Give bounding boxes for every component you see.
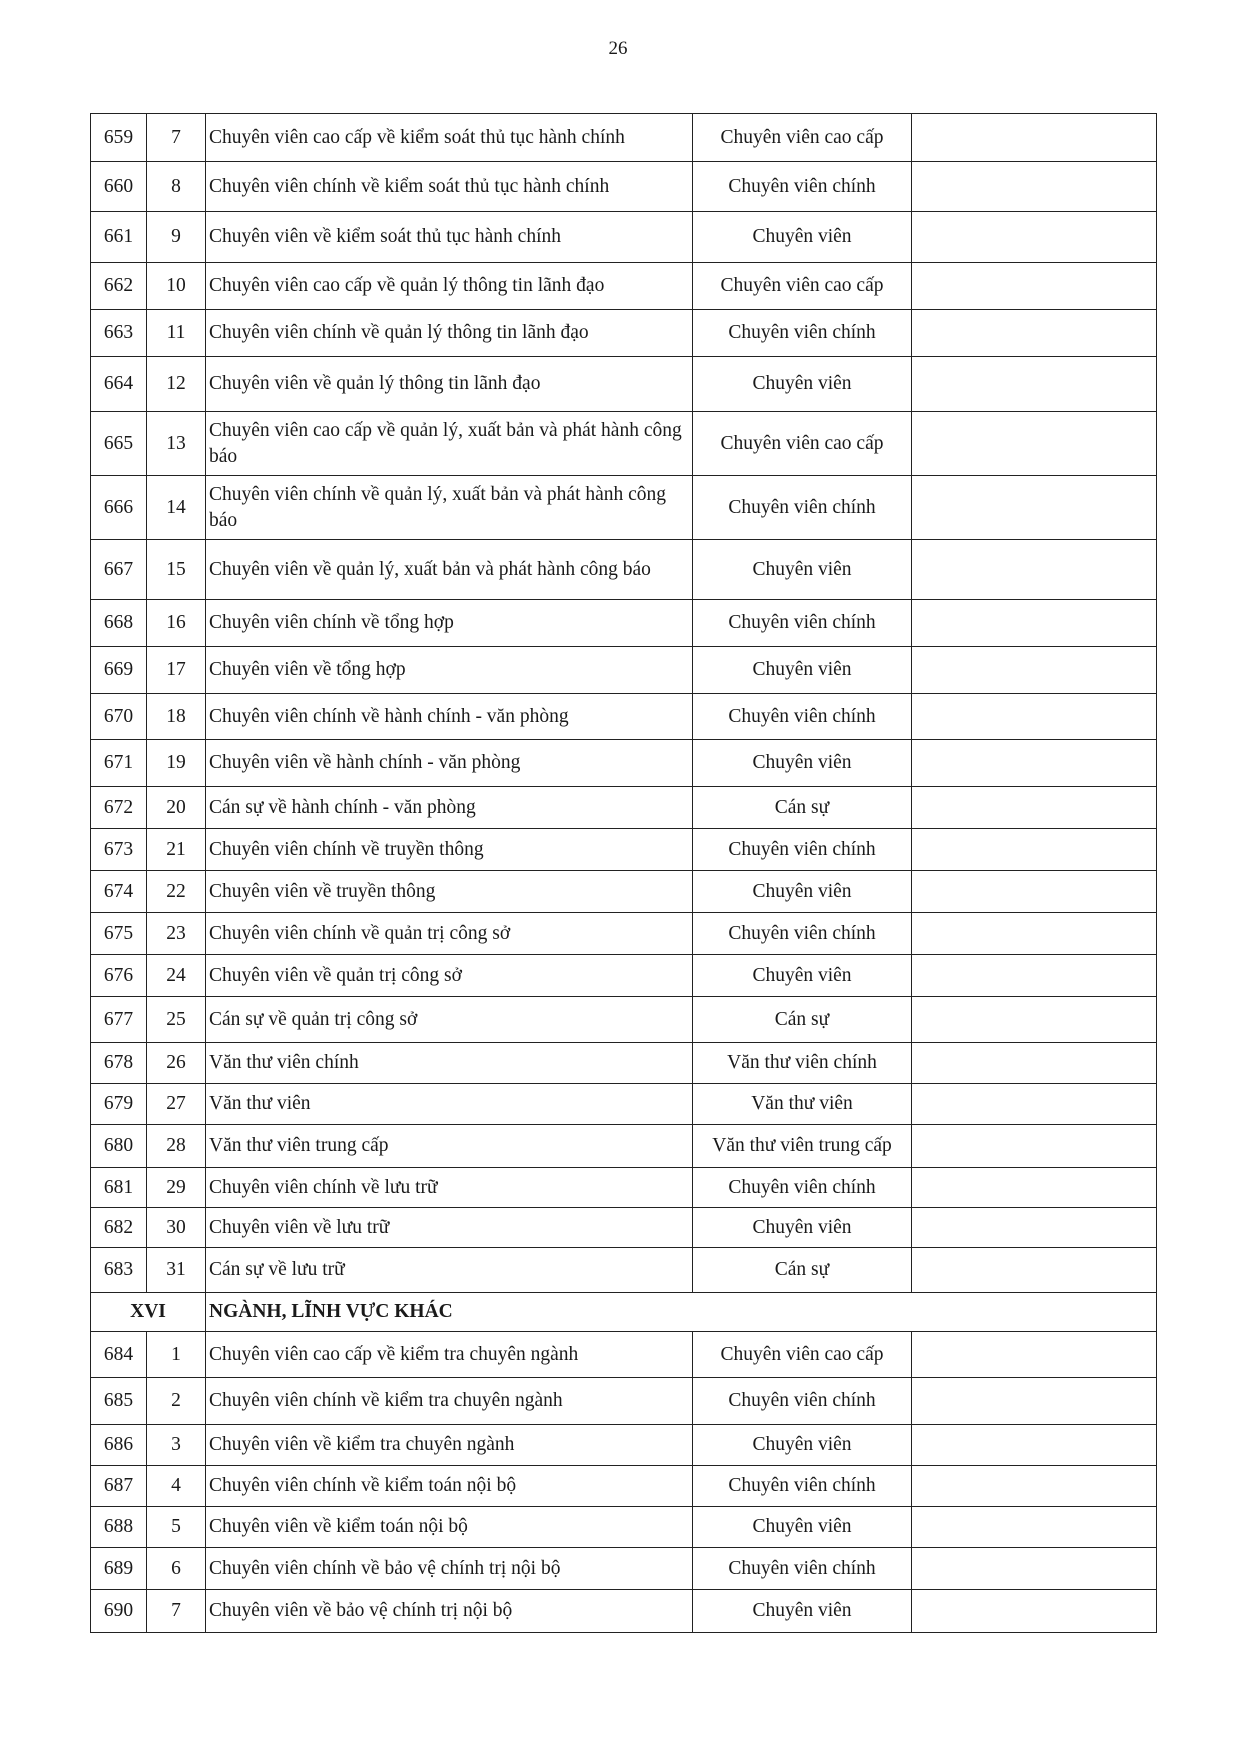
table-row (91, 1208, 1157, 1248)
row-section-number: 22 (147, 871, 206, 913)
row-overall-number: 675 (91, 913, 147, 955)
row-overall-number: 676 (91, 955, 147, 997)
position-name: Chuyên viên chính về tổng hợp (206, 600, 693, 647)
position-note (912, 997, 1157, 1043)
table-row (91, 913, 1157, 955)
row-section-number: 19 (147, 740, 206, 787)
position-name: Chuyên viên chính về kiểm toán nội bộ (206, 1466, 693, 1507)
position-name: Chuyên viên về tổng hợp (206, 647, 693, 694)
position-note (912, 162, 1157, 212)
position-note (912, 1125, 1157, 1168)
row-section-number: 2 (147, 1378, 206, 1425)
position-note (912, 829, 1157, 871)
row-overall-number: 684 (91, 1332, 147, 1378)
table-row (91, 212, 1157, 263)
position-name: Chuyên viên chính về quản lý, xuất bản và phát hành công báo (206, 476, 693, 540)
position-rank: Cán sự (693, 787, 912, 829)
position-note (912, 1425, 1157, 1466)
row-overall-number: 679 (91, 1084, 147, 1125)
row-overall-number: 682 (91, 1208, 147, 1248)
row-overall-number: 669 (91, 647, 147, 694)
row-section-number: 4 (147, 1466, 206, 1507)
position-rank: Chuyên viên chính (693, 162, 912, 212)
position-name: Chuyên viên chính về kiểm tra chuyên ngành (206, 1378, 693, 1425)
row-overall-number: 663 (91, 310, 147, 357)
table-row (91, 1168, 1157, 1208)
row-section-number: 18 (147, 694, 206, 740)
position-note (912, 1332, 1157, 1378)
position-rank: Chuyên viên chính (693, 1378, 912, 1425)
row-overall-number: 665 (91, 412, 147, 476)
position-rank: Chuyên viên (693, 357, 912, 412)
row-overall-number: 673 (91, 829, 147, 871)
row-overall-number: 680 (91, 1125, 147, 1168)
table-row (91, 357, 1157, 412)
row-section-number: 15 (147, 540, 206, 600)
position-note (912, 476, 1157, 540)
position-rank: Văn thư viên (693, 1084, 912, 1125)
position-note (912, 1248, 1157, 1293)
table-row (91, 476, 1157, 540)
position-rank: Chuyên viên (693, 540, 912, 600)
position-note (912, 540, 1157, 600)
position-rank: Chuyên viên chính (693, 1548, 912, 1590)
section-header-row (91, 1293, 1157, 1332)
table-row (91, 600, 1157, 647)
position-note (912, 1378, 1157, 1425)
table-row (91, 412, 1157, 476)
section-title: NGÀNH, LĨNH VỰC KHÁC (206, 1293, 1157, 1332)
position-rank: Chuyên viên (693, 740, 912, 787)
row-section-number: 1 (147, 1332, 206, 1378)
position-note (912, 412, 1157, 476)
position-note (912, 871, 1157, 913)
position-rank: Chuyên viên (693, 1208, 912, 1248)
position-rank: Chuyên viên chính (693, 694, 912, 740)
position-rank: Chuyên viên cao cấp (693, 263, 912, 310)
table-row (91, 1425, 1157, 1466)
row-overall-number: 686 (91, 1425, 147, 1466)
position-name: Chuyên viên chính về quản trị công sở (206, 913, 693, 955)
page-number: 26 (608, 38, 628, 59)
position-rank: Chuyên viên (693, 1425, 912, 1466)
table-row (91, 540, 1157, 600)
table-row (91, 1466, 1157, 1507)
row-section-number: 13 (147, 412, 206, 476)
row-section-number: 7 (147, 114, 206, 162)
table-row (91, 1378, 1157, 1425)
position-note (912, 740, 1157, 787)
position-note (912, 1084, 1157, 1125)
position-rank: Chuyên viên (693, 1507, 912, 1548)
row-section-number: 27 (147, 1084, 206, 1125)
row-section-number: 14 (147, 476, 206, 540)
table-row (91, 1043, 1157, 1084)
position-name: Chuyên viên cao cấp về kiểm soát thủ tục hành chính (206, 114, 693, 162)
position-name: Chuyên viên về quản lý, xuất bản và phát hành công báo (206, 540, 693, 600)
position-name: Chuyên viên chính về hành chính - văn phòng (206, 694, 693, 740)
row-overall-number: 672 (91, 787, 147, 829)
position-note (912, 787, 1157, 829)
row-overall-number: 685 (91, 1378, 147, 1425)
position-name: Cán sự về lưu trữ (206, 1248, 693, 1293)
row-section-number: 12 (147, 357, 206, 412)
position-rank: Cán sự (693, 997, 912, 1043)
row-overall-number: 687 (91, 1466, 147, 1507)
row-overall-number: 689 (91, 1548, 147, 1590)
position-rank: Chuyên viên (693, 647, 912, 694)
position-rank: Chuyên viên chính (693, 600, 912, 647)
table-row (91, 162, 1157, 212)
position-rank: Văn thư viên chính (693, 1043, 912, 1084)
row-overall-number: 660 (91, 162, 147, 212)
position-rank: Chuyên viên (693, 955, 912, 997)
position-rank: Chuyên viên chính (693, 1466, 912, 1507)
position-note (912, 694, 1157, 740)
position-name: Chuyên viên về truyền thông (206, 871, 693, 913)
position-name: Văn thư viên trung cấp (206, 1125, 693, 1168)
position-name: Chuyên viên chính về lưu trữ (206, 1168, 693, 1208)
position-rank: Chuyên viên (693, 212, 912, 263)
table-row (91, 1084, 1157, 1125)
row-overall-number: 677 (91, 997, 147, 1043)
table-row (91, 114, 1157, 162)
position-note (912, 114, 1157, 162)
row-section-number: 23 (147, 913, 206, 955)
row-overall-number: 662 (91, 263, 147, 310)
table-row (91, 647, 1157, 694)
position-name: Chuyên viên chính về bảo vệ chính trị nội bộ (206, 1548, 693, 1590)
position-name: Chuyên viên về kiểm toán nội bộ (206, 1507, 693, 1548)
row-overall-number: 668 (91, 600, 147, 647)
table-row (91, 263, 1157, 310)
table-row (91, 829, 1157, 871)
position-note (912, 1507, 1157, 1548)
row-overall-number: 674 (91, 871, 147, 913)
position-name: Chuyên viên về lưu trữ (206, 1208, 693, 1248)
position-rank: Cán sự (693, 1248, 912, 1293)
position-name: Cán sự về hành chính - văn phòng (206, 787, 693, 829)
position-rank: Chuyên viên cao cấp (693, 1332, 912, 1378)
table-row (91, 997, 1157, 1043)
row-overall-number: 688 (91, 1507, 147, 1548)
row-overall-number: 670 (91, 694, 147, 740)
position-name: Chuyên viên về quản trị công sở (206, 955, 693, 997)
row-section-number: 24 (147, 955, 206, 997)
position-name: Chuyên viên cao cấp về quản lý thông tin lãnh đạo (206, 263, 693, 310)
row-overall-number: 690 (91, 1590, 147, 1633)
row-section-number: 28 (147, 1125, 206, 1168)
position-rank: Chuyên viên cao cấp (693, 412, 912, 476)
row-section-number: 11 (147, 310, 206, 357)
table-row (91, 1507, 1157, 1548)
position-name: Chuyên viên chính về kiểm soát thủ tục hành chính (206, 162, 693, 212)
position-name: Chuyên viên cao cấp về quản lý, xuất bản và phát hành công báo (206, 412, 693, 476)
position-name: Chuyên viên về kiểm soát thủ tục hành chính (206, 212, 693, 263)
row-section-number: 7 (147, 1590, 206, 1633)
row-section-number: 30 (147, 1208, 206, 1248)
position-note (912, 955, 1157, 997)
table-row (91, 1590, 1157, 1633)
row-overall-number: 664 (91, 357, 147, 412)
row-overall-number: 671 (91, 740, 147, 787)
row-section-number: 10 (147, 263, 206, 310)
position-note (912, 1208, 1157, 1248)
table-row (91, 1548, 1157, 1590)
row-section-number: 29 (147, 1168, 206, 1208)
row-overall-number: 683 (91, 1248, 147, 1293)
position-note (912, 1590, 1157, 1633)
position-note (912, 1043, 1157, 1084)
position-name: Chuyên viên về bảo vệ chính trị nội bộ (206, 1590, 693, 1633)
row-section-number: 3 (147, 1425, 206, 1466)
row-section-number: 17 (147, 647, 206, 694)
position-name: Chuyên viên về hành chính - văn phòng (206, 740, 693, 787)
position-note (912, 263, 1157, 310)
position-rank: Chuyên viên chính (693, 1168, 912, 1208)
row-overall-number: 666 (91, 476, 147, 540)
position-note (912, 1168, 1157, 1208)
table-row (91, 1332, 1157, 1378)
row-section-number: 8 (147, 162, 206, 212)
row-section-number: 16 (147, 600, 206, 647)
position-rank: Chuyên viên cao cấp (693, 114, 912, 162)
table-row (91, 694, 1157, 740)
position-rank: Chuyên viên chính (693, 829, 912, 871)
table-row (91, 310, 1157, 357)
position-rank: Chuyên viên chính (693, 913, 912, 955)
row-overall-number: 659 (91, 114, 147, 162)
table-row (91, 740, 1157, 787)
position-note (912, 357, 1157, 412)
position-note (912, 647, 1157, 694)
table-row (91, 871, 1157, 913)
row-overall-number: 661 (91, 212, 147, 263)
section-roman-numeral: XVI (91, 1293, 206, 1332)
position-note (912, 600, 1157, 647)
position-note (912, 212, 1157, 263)
row-overall-number: 678 (91, 1043, 147, 1084)
position-note (912, 1548, 1157, 1590)
row-section-number: 6 (147, 1548, 206, 1590)
position-name: Văn thư viên chính (206, 1043, 693, 1084)
table-row (91, 1125, 1157, 1168)
position-rank: Chuyên viên chính (693, 476, 912, 540)
position-rank: Chuyên viên (693, 871, 912, 913)
row-section-number: 5 (147, 1507, 206, 1548)
table-row (91, 787, 1157, 829)
position-name: Cán sự về quản trị công sở (206, 997, 693, 1043)
position-note (912, 913, 1157, 955)
row-section-number: 26 (147, 1043, 206, 1084)
row-section-number: 9 (147, 212, 206, 263)
position-note (912, 1466, 1157, 1507)
position-name: Chuyên viên về quản lý thông tin lãnh đạo (206, 357, 693, 412)
position-name: Văn thư viên (206, 1084, 693, 1125)
position-rank: Văn thư viên trung cấp (693, 1125, 912, 1168)
table-row (91, 955, 1157, 997)
table-row (91, 1248, 1157, 1293)
position-name: Chuyên viên về kiểm tra chuyên ngành (206, 1425, 693, 1466)
row-section-number: 20 (147, 787, 206, 829)
position-rank: Chuyên viên chính (693, 310, 912, 357)
position-note (912, 310, 1157, 357)
row-section-number: 31 (147, 1248, 206, 1293)
row-overall-number: 667 (91, 540, 147, 600)
positions-table (90, 113, 1157, 1633)
row-section-number: 25 (147, 997, 206, 1043)
position-name: Chuyên viên chính về quản lý thông tin lãnh đạo (206, 310, 693, 357)
row-section-number: 21 (147, 829, 206, 871)
position-name: Chuyên viên cao cấp về kiểm tra chuyên ngành (206, 1332, 693, 1378)
position-rank: Chuyên viên (693, 1590, 912, 1633)
row-overall-number: 681 (91, 1168, 147, 1208)
position-name: Chuyên viên chính về truyền thông (206, 829, 693, 871)
